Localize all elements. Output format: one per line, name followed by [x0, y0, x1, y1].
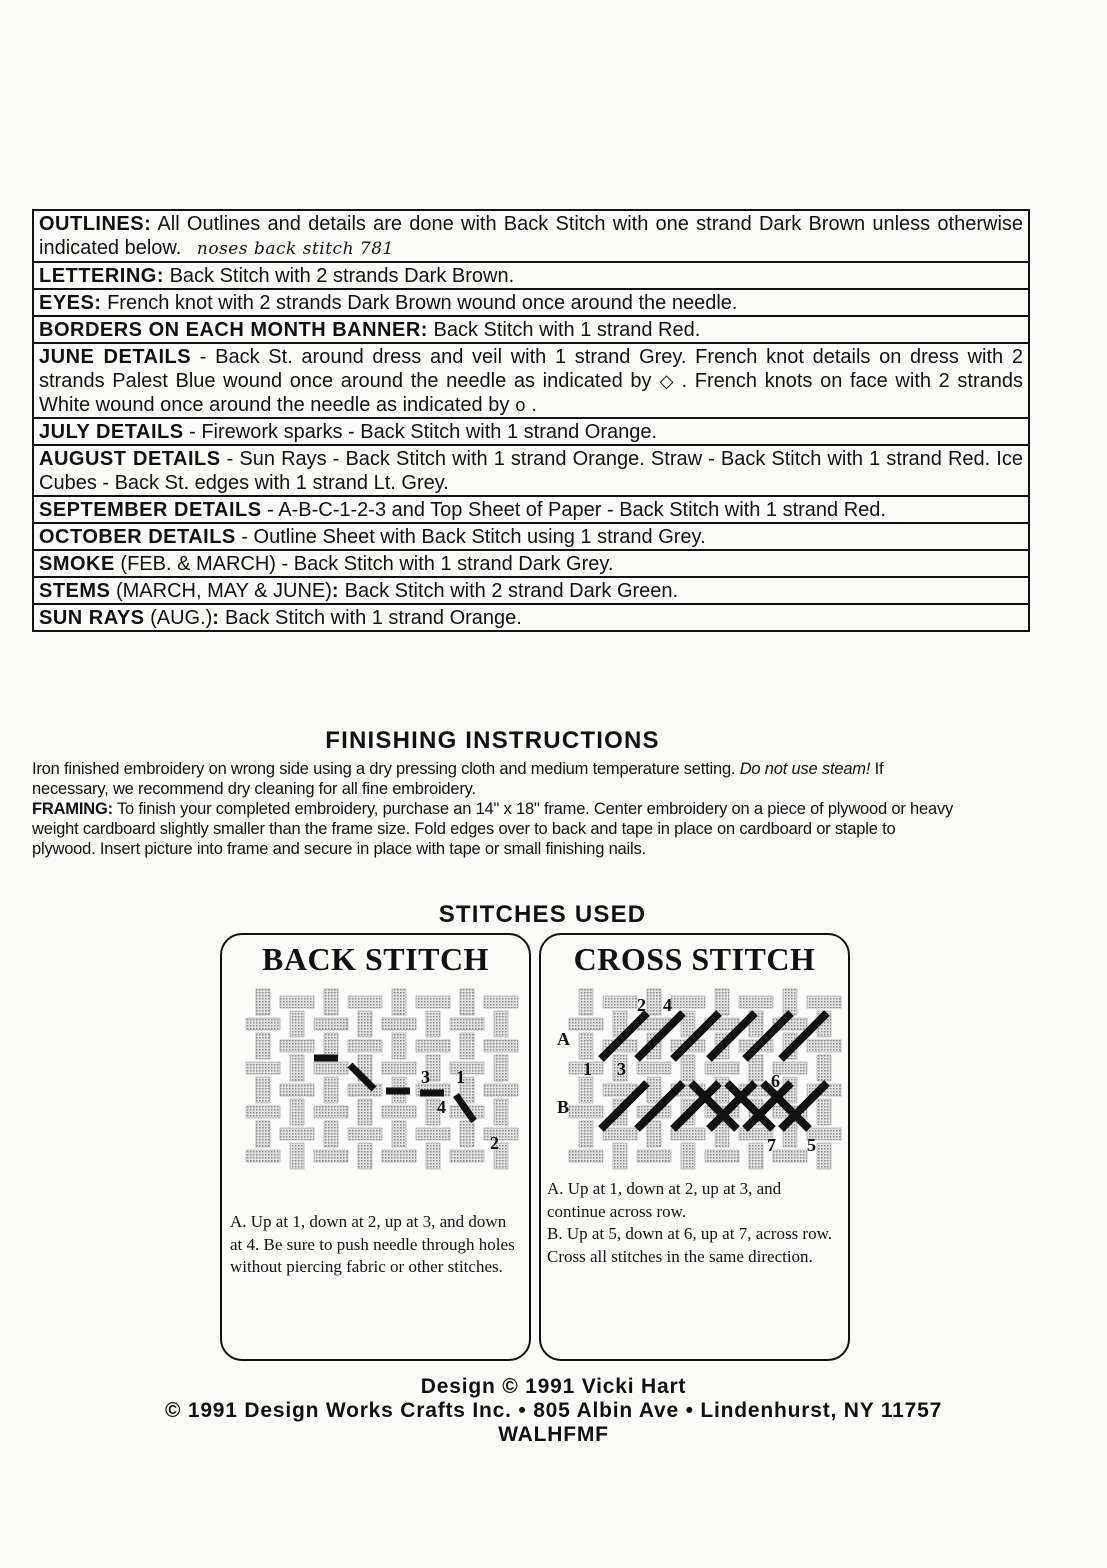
fabric-thread [773, 1150, 807, 1162]
fabric-thread [807, 996, 841, 1008]
detail-row-june [34, 344, 1028, 419]
detail-label: JUNE DETAILS [39, 346, 192, 368]
fabric-thread [348, 1040, 382, 1052]
fabric-thread [246, 1062, 280, 1074]
fabric-thread [817, 1099, 831, 1125]
fabric-thread [246, 1018, 280, 1030]
fabric-thread [637, 1150, 671, 1162]
cross-stitch-box [539, 933, 850, 1361]
fabric-thread [348, 996, 382, 1008]
detail-row-eyes [34, 290, 1028, 317]
detail-text: - Firework sparks - Back Stitch with 1 strand Orange. [189, 421, 658, 443]
detail-label: OUTLINES: [39, 213, 152, 235]
fabric-thread [290, 1099, 304, 1125]
fabric-thread [324, 1077, 338, 1103]
fabric-thread [358, 1099, 372, 1125]
detail-colon: : [331, 580, 340, 602]
fabric-thread [460, 1033, 474, 1059]
back-stitch-title: BACK STITCH [262, 941, 489, 977]
fabric-thread [637, 1062, 671, 1074]
detail-row-lettering [34, 263, 1028, 290]
detail-text: Back Stitch with 1 strand Red. [433, 319, 701, 341]
fabric-thread [681, 1143, 695, 1169]
fabric-thread [324, 1121, 338, 1147]
cross-stitch-diagram [545, 983, 845, 1183]
fabric-thread [494, 1011, 508, 1037]
detail-label: EYES: [39, 292, 102, 314]
detail-text: . [531, 394, 537, 416]
handwritten-note: noses back stitch 781 [196, 239, 394, 259]
fabric-thread [314, 1018, 348, 1030]
fabric-thread [392, 989, 406, 1015]
fabric-thread [579, 989, 593, 1015]
fabric-thread [256, 989, 270, 1015]
cross-stitch-description [547, 1178, 839, 1268]
cross-desc-c: Cross all stitches in the same direction. [547, 1246, 813, 1266]
fabric-thread [671, 996, 705, 1008]
label-4: 4 [437, 1097, 446, 1117]
detail-text: . French knots on face with 2 strands White wound once around the needle as indicated by [39, 370, 1024, 416]
fabric-thread [358, 1011, 372, 1037]
footer-company: © 1991 Design Works Crafts Inc. • 805 Albin Ave • Lindenhurst, NY 11757 [164, 1399, 943, 1422]
framing-text: To finish your completed embroidery, purchase an 14" x 18" frame. Center embroidery on a piece of plywood or heavy weight cardboard slightly smaller than the frame size. Fold edges over to back and tape in place on cardboard or staple to plywood. Insert picture into frame and secure in place with tape or small finishing nails. [32, 800, 954, 858]
detail-row-stems [34, 578, 1028, 605]
fabric-thread [715, 989, 729, 1015]
fabric-weave [246, 989, 518, 1169]
detail-text: French knot with 2 strands Dark Brown wound once around the needle. [107, 292, 738, 314]
stitch-details-table [32, 209, 1030, 632]
fabric-thread [348, 1084, 382, 1096]
finishing-title: FINISHING INSTRUCTIONS [325, 727, 660, 754]
fabric-thread [484, 1040, 518, 1052]
detail-text: - A-B-C-1-2-3 and Top Sheet of Paper - Back Stitch with 1 strand Red. [267, 499, 886, 521]
fabric-thread [569, 1106, 603, 1118]
fabric-thread [314, 1106, 348, 1118]
label-2: 2 [637, 995, 646, 1015]
label-2: 2 [490, 1133, 499, 1153]
fabric-thread [647, 989, 661, 1015]
fabric-thread [579, 1121, 593, 1147]
fabric-thread [416, 996, 450, 1008]
detail-paren: (AUG.) [150, 607, 213, 629]
fabric-thread [817, 1055, 831, 1081]
detail-paren: (MARCH, MAY & JUNE) [115, 580, 332, 602]
fabric-thread [603, 996, 637, 1008]
label-4: 4 [663, 995, 672, 1015]
detail-text: All Outlines and details are done with Back Stitch with one strand Dark Brown unless otherwise indicated below. [39, 213, 1024, 259]
fabric-thread [256, 1121, 270, 1147]
back-stitch-diagram [226, 983, 526, 1183]
fabric-thread [647, 1077, 661, 1103]
detail-text: - Sun Rays - Back Stitch with 1 strand Orange. Straw - Back Stitch with 1 strand Red. Ice Cubes - Back St. edges with 1 strand Lt. Grey. [39, 448, 1023, 494]
cross-desc-b: B. Up at 5, down at 6, up at 7, across row. [547, 1224, 833, 1243]
detail-colon: : [212, 607, 220, 629]
detail-label: JULY DETAILS [39, 421, 184, 443]
diamond-symbol: ◇ [657, 371, 676, 391]
label-3: 3 [421, 1067, 430, 1087]
fabric-weave [569, 989, 841, 1169]
detail-text: - Outline Sheet with Back Stitch using 1 strand Grey. [241, 526, 706, 548]
detail-label: AUGUST DETAILS [39, 448, 221, 470]
fabric-thread [280, 1040, 314, 1052]
fabric-thread [392, 1121, 406, 1147]
stitches-title: STITCHES USED [438, 901, 647, 928]
fabric-thread [382, 1150, 416, 1162]
label-1: 1 [583, 1059, 592, 1079]
fabric-thread [450, 1018, 484, 1030]
detail-text: Back Stitch with 2 strands Dark Brown. [169, 265, 515, 287]
fabric-thread [246, 1106, 280, 1118]
detail-label: SEPTEMBER DETAILS [39, 499, 262, 521]
fabric-thread [382, 1106, 416, 1118]
detail-row-october [34, 524, 1028, 551]
fabric-thread [494, 1099, 508, 1125]
detail-row-outlines [34, 211, 1028, 263]
fabric-thread [579, 1033, 593, 1059]
fabric-thread [382, 1018, 416, 1030]
fabric-thread [579, 1077, 593, 1103]
row-label-a: A [557, 1029, 570, 1049]
fabric-thread [358, 1143, 372, 1169]
iron-text: Iron finished embroidery on wrong side using a dry pressing cloth and medium temperature setting. [32, 760, 736, 778]
cross-stitch-title: CROSS STITCH [573, 941, 816, 977]
detail-row-september [34, 497, 1028, 524]
fabric-thread [484, 1084, 518, 1096]
framing-label: FRAMING: [32, 800, 113, 818]
fabric-thread [256, 1033, 270, 1059]
detail-row-smoke [34, 551, 1028, 578]
fabric-thread [324, 989, 338, 1015]
label-7: 7 [767, 1135, 776, 1155]
fabric-thread [739, 996, 773, 1008]
fabric-thread [314, 1062, 348, 1074]
fabric-thread [460, 1121, 474, 1147]
fabric-thread [494, 1055, 508, 1081]
fabric-thread [807, 1040, 841, 1052]
detail-text: Back Stitch with 2 strand Dark Green. [344, 580, 679, 602]
fabric-thread [314, 1150, 348, 1162]
fabric-thread [484, 996, 518, 1008]
fabric-thread [817, 1143, 831, 1169]
fabric-thread [460, 989, 474, 1015]
fabric-thread [290, 1143, 304, 1169]
fabric-thread [246, 1150, 280, 1162]
iron-text-2: If necessary, we recommend dry cleaning for all fine embroidery. [32, 760, 884, 798]
fabric-thread [290, 1011, 304, 1037]
fabric-thread [416, 1128, 450, 1140]
detail-row-borders [34, 317, 1028, 344]
detail-label: LETTERING: [39, 265, 164, 287]
detail-label: OCTOBER DETAILS [39, 526, 236, 548]
finishing-instructions [32, 759, 956, 859]
detail-label: SMOKE [39, 553, 115, 575]
detail-label: BORDERS ON EACH MONTH BANNER: [39, 319, 428, 341]
detail-text: Back Stitch with 1 strand Orange. [225, 607, 522, 629]
fabric-thread [348, 1128, 382, 1140]
fabric-thread [569, 1150, 603, 1162]
fabric-thread [603, 1128, 637, 1140]
fabric-thread [256, 1077, 270, 1103]
detail-row-sun-rays [34, 605, 1028, 630]
fabric-thread [280, 1084, 314, 1096]
detail-row-august [34, 446, 1028, 497]
back-stitch-description [230, 1211, 522, 1279]
fabric-thread [749, 1143, 763, 1169]
iron-paragraph [32, 759, 956, 799]
label-1: 1 [456, 1067, 465, 1087]
fabric-thread [450, 1150, 484, 1162]
fabric-thread [280, 996, 314, 1008]
cross-desc-a: A. Up at 1, down at 2, up at 3, and continue across row. [547, 1179, 782, 1221]
fabric-thread [382, 1062, 416, 1074]
back-stitch-box [220, 933, 531, 1361]
fabric-thread [705, 1150, 739, 1162]
fabric-thread [681, 1055, 695, 1081]
fabric-thread [705, 1062, 739, 1074]
label-3: 3 [617, 1059, 626, 1079]
label-6: 6 [771, 1071, 780, 1091]
footer-design-credit: Design © 1991 Vicki Hart [420, 1375, 687, 1398]
fabric-thread [783, 989, 797, 1015]
detail-text: - Back St. around dress and veil with 1 strand Grey. French knot details on dress with 2 strands Palest Blue wound once around the needle as indicated by [39, 346, 1023, 392]
detail-text: (FEB. & MARCH) - Back Stitch with 1 strand Dark Grey. [120, 553, 614, 575]
detail-label: SUN RAYS [39, 607, 145, 629]
fabric-thread [426, 1011, 440, 1037]
fabric-thread [749, 1055, 763, 1081]
back-stitch-desc-text: A. Up at 1, down at 2, up at 3, and down at 4. Be sure to push needle through holes without piercing fabric or other stitches. [230, 1212, 515, 1276]
iron-emphasis: Do not use steam! [739, 760, 871, 778]
row-label-b: B [557, 1097, 570, 1117]
framing-paragraph [32, 799, 956, 859]
footer-code: WALHFMF [498, 1423, 609, 1446]
detail-row-july [34, 419, 1028, 446]
label-5: 5 [807, 1135, 816, 1155]
fabric-thread [392, 1033, 406, 1059]
fabric-thread [280, 1128, 314, 1140]
fabric-thread [569, 1018, 603, 1030]
fabric-thread [416, 1040, 450, 1052]
fabric-thread [426, 1143, 440, 1169]
fabric-thread [613, 1143, 627, 1169]
fabric-thread [290, 1055, 304, 1081]
circle-symbol: o [515, 395, 526, 415]
fabric-thread [647, 1121, 661, 1147]
detail-label: STEMS [39, 580, 111, 602]
